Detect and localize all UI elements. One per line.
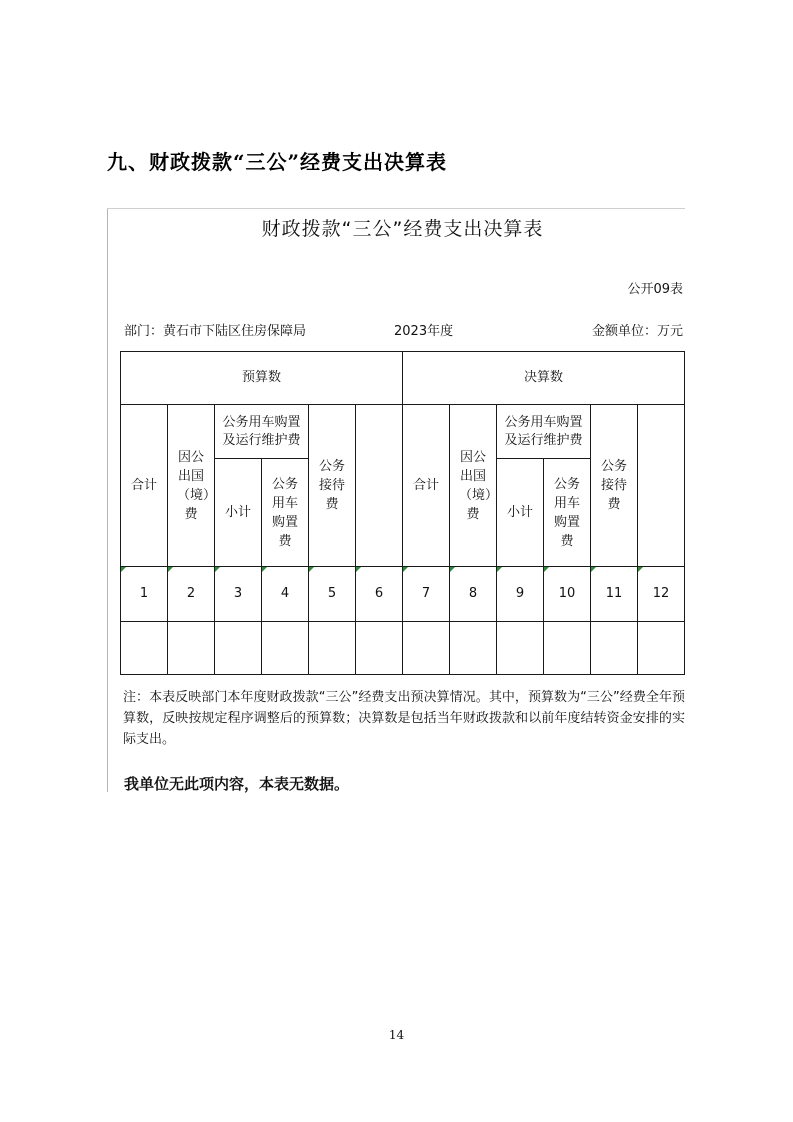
final-total-header: 合计 [403, 405, 450, 567]
budget-subtotal-header: 小计 [215, 459, 262, 567]
final-vehicle-purchase-header: 公务用车购置费 [544, 459, 591, 567]
column-number-cell: 10 [544, 567, 591, 622]
column-number-cell: 11 [591, 567, 638, 622]
data-cell [309, 622, 356, 675]
budget-total-header: 合计 [121, 405, 168, 567]
amount-unit: 金额单位：万元 [591, 324, 683, 339]
sheet-title: 财政拨款“三公”经费支出决算表 [261, 218, 544, 240]
budget-vehicle-purchase-header: 公务用车购置费 [262, 459, 309, 567]
data-cell [544, 622, 591, 675]
data-cell [356, 622, 403, 675]
data-cell [403, 622, 450, 675]
three-public-expense-table [120, 351, 685, 675]
column-number-row [121, 567, 685, 622]
budget-vehicle-header: 公务用车购置及运行维护费 [215, 405, 309, 459]
final-blank-header [638, 405, 685, 567]
column-number-cell: 4 [262, 567, 309, 622]
data-cell [638, 622, 685, 675]
department-label: 部门：黄石市下陆区住房保障局 [124, 324, 307, 339]
data-row [121, 622, 685, 675]
column-number-cell: 1 [121, 567, 168, 622]
budget-abroad-header: 因公出国（境）费 [168, 405, 215, 567]
budget-blank-header [356, 405, 403, 567]
data-cell [215, 622, 262, 675]
sheet-frame-top-border [107, 208, 685, 209]
column-number-cell: 12 [638, 567, 685, 622]
page-number: 14 [388, 1028, 405, 1042]
final-reception-header: 公务接待费 [591, 405, 638, 567]
column-number-cell: 7 [403, 567, 450, 622]
data-cell [262, 622, 309, 675]
final-abroad-header: 因公出国（境）费 [450, 405, 497, 567]
group-header-row [121, 352, 685, 405]
fiscal-year: 2023年度 [394, 324, 454, 339]
table-note: 注：本表反映部门本年度财政拨款“三公”经费支出预决算情况。其中，预算数为“三公”经费全年预算数，反映按规定程序调整后的预算数；决算数是包括当年财政拨款和以前年度结转资金安排的实际支出。 [123, 690, 685, 747]
column-header-row-1 [121, 405, 685, 459]
data-cell [121, 622, 168, 675]
data-cell [450, 622, 497, 675]
final-vehicle-header: 公务用车购置及运行维护费 [497, 405, 591, 459]
data-cell [497, 622, 544, 675]
no-data-statement: 我单位无此项内容，本表无数据。 [124, 775, 350, 793]
column-number-cell: 3 [215, 567, 262, 622]
final-group-header: 决算数 [403, 352, 685, 405]
column-number-cell: 6 [356, 567, 403, 622]
section-heading: 九、财政拨款“三公”经费支出决算表 [107, 150, 448, 174]
data-cell [168, 622, 215, 675]
column-number-cell: 2 [168, 567, 215, 622]
budget-group-header: 预算数 [121, 352, 403, 405]
sheet-frame-left-border [107, 208, 108, 792]
column-number-cell: 8 [450, 567, 497, 622]
budget-reception-header: 公务接待费 [309, 405, 356, 567]
column-number-cell: 5 [309, 567, 356, 622]
column-number-cell: 9 [497, 567, 544, 622]
data-cell [591, 622, 638, 675]
form-code: 公开09表 [627, 282, 683, 297]
final-subtotal-header: 小计 [497, 459, 544, 567]
